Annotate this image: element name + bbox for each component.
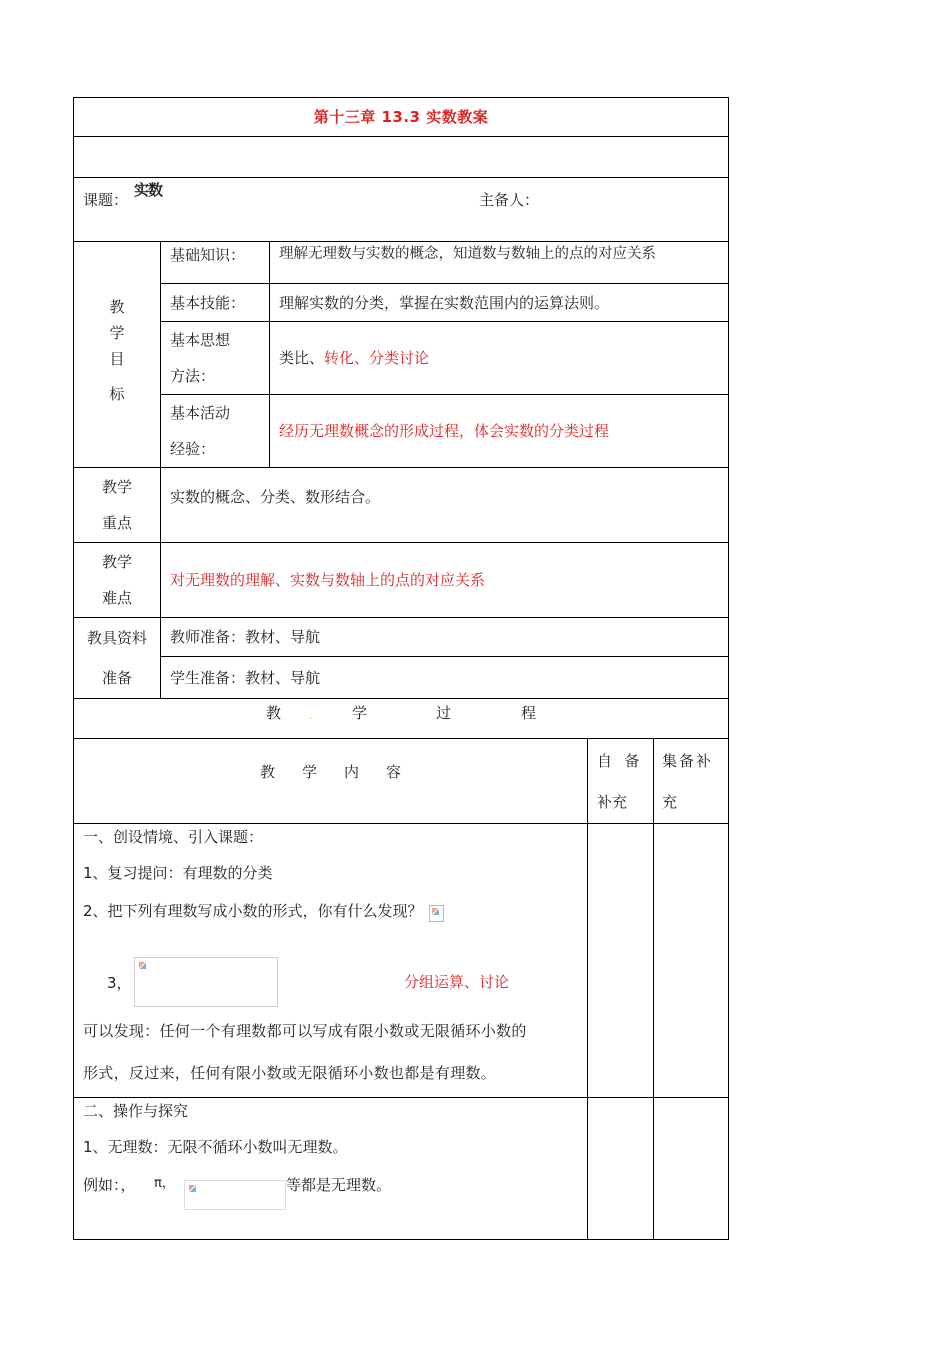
- objective-label: [161, 395, 270, 468]
- process-char: 教: [266, 704, 282, 722]
- self-prep-line: 自 备: [597, 752, 641, 770]
- section1-item-text: 2、把下列有理数写成小数的形式，你有什么发现？: [83, 902, 423, 920]
- difficulty-content: 对无理数的理解、实数与数轴上的点的对应关系: [161, 543, 729, 618]
- process-header: [74, 699, 729, 739]
- content-char: 内: [344, 763, 360, 781]
- lesson-plan-page: [73, 97, 728, 1240]
- topic-row: [74, 178, 729, 242]
- broken-image-icon: [429, 905, 444, 922]
- content-char: 容: [386, 763, 402, 781]
- objective-content: 理解无理数与实数的概念，知道数与数轴上的点的对应关系: [270, 242, 729, 284]
- section2-cell: [74, 1098, 588, 1240]
- objectives-char: 教: [109, 297, 125, 316]
- blank-row: [74, 137, 729, 178]
- objective-content-black: 类比、: [279, 349, 325, 367]
- content-char: 学: [302, 763, 318, 781]
- self-prep-cell: [588, 1098, 654, 1240]
- objective-content-red: 转化、分类讨论: [324, 349, 430, 367]
- teacher-prep: 教师准备：教材、导航: [161, 618, 729, 657]
- group-prep-line: 充: [662, 793, 678, 811]
- group-prep-header: [654, 739, 729, 824]
- section1-heading: 一、创设情境、引入课题：: [83, 828, 264, 846]
- objectives-header: [74, 242, 161, 468]
- objective-label-text: 基本技能：: [170, 293, 246, 312]
- process-char: 程: [521, 704, 537, 722]
- objective-label: [161, 322, 270, 395]
- objectives-char: 学: [109, 323, 125, 342]
- section2-heading: 二、操作与探究: [83, 1102, 189, 1120]
- difficulty-label: [74, 543, 161, 618]
- lesson-plan-table: [73, 97, 729, 1240]
- difficulty-label-line: 教学: [101, 553, 132, 571]
- objective-label-text: 经验：: [170, 440, 216, 458]
- student-prep: 学生准备：教材、导航: [161, 657, 729, 699]
- key-point-label: [74, 468, 161, 543]
- key-point-label-line: 重点: [101, 514, 132, 532]
- group-prep-line: 集备补: [662, 752, 714, 770]
- section2-example-suffix: 等都是无理数。: [286, 1176, 392, 1194]
- objective-label: [161, 242, 270, 284]
- preparer-label: 主备人：: [479, 191, 540, 209]
- key-point-content: 实数的概念、分类、数形结合。: [161, 468, 729, 543]
- objective-label: [161, 284, 270, 322]
- difficulty-label-line: 难点: [101, 589, 132, 607]
- section2-example-prefix: 例如：，: [83, 1176, 136, 1194]
- objective-label-text: 方法：: [170, 367, 216, 385]
- self-prep-line: 补充: [597, 793, 628, 811]
- image-placeholder: [134, 957, 278, 1007]
- content-char: 教: [260, 763, 276, 781]
- section2-item: 1、无理数：无限不循环小数叫无理数。: [83, 1138, 348, 1156]
- section1-para: 形式，反过来，任何有限小数或无限循环小数也都是有理数。: [83, 1064, 497, 1082]
- section1-para: 可以发现：任何一个有理数都可以写成有限小数或无限循环小数的: [83, 1022, 527, 1040]
- section1-item3-prefix: 3，: [107, 974, 132, 992]
- group-prep-cell: [654, 1098, 729, 1240]
- key-point-label-line: 教学: [101, 478, 132, 496]
- objective-label-text: 基础知识：: [170, 246, 246, 264]
- process-char: 过: [436, 704, 452, 722]
- objectives-char: 标: [109, 384, 125, 403]
- section1-note: 分组运算、讨论: [404, 973, 510, 991]
- image-placeholder: [184, 1180, 286, 1210]
- objective-label-text: 基本思想: [170, 331, 231, 349]
- broken-image-icon: [187, 1183, 200, 1198]
- objective-label-text: 基本活动: [170, 404, 231, 422]
- self-prep-cell: [588, 824, 654, 1098]
- section1-item: 1、复习提问：有理数的分类: [83, 864, 273, 882]
- dot-mark: .: [309, 712, 312, 722]
- objective-content: 理解实数的分类，掌握在实数范围内的运算法则。: [270, 284, 729, 322]
- section1-cell: [74, 824, 588, 1098]
- document-title: 第十三章 13.3 实数教案: [74, 98, 729, 137]
- process-char: 学: [352, 704, 368, 722]
- pi-symbol: π，: [154, 1176, 175, 1191]
- topic-value: 实数: [134, 181, 163, 199]
- content-header: [74, 739, 588, 824]
- broken-image-icon: [137, 960, 150, 975]
- materials-label: [74, 618, 161, 699]
- materials-label-line: 教具资料: [86, 629, 147, 647]
- section1-item: [83, 901, 444, 922]
- topic-label: 课题：: [83, 191, 129, 209]
- self-prep-header: [588, 739, 654, 824]
- objective-content: [270, 322, 729, 395]
- objectives-char: 目: [109, 349, 125, 368]
- materials-label-line: 准备: [101, 669, 132, 687]
- group-prep-cell: [654, 824, 729, 1098]
- objective-content: 经历无理数概念的形成过程，体会实数的分类过程: [270, 395, 729, 468]
